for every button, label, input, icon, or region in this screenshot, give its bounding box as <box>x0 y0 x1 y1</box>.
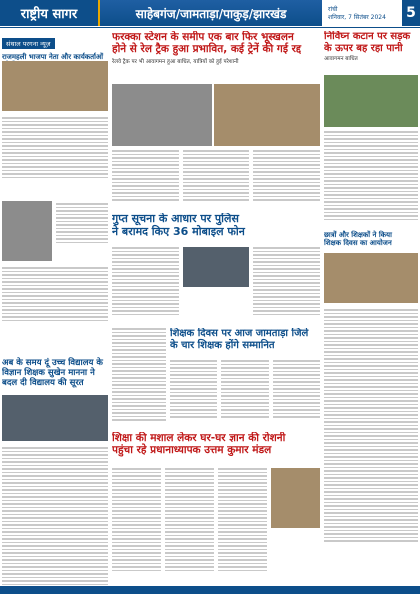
photo-left-top <box>2 61 108 111</box>
headline-line: विज्ञान शिक्षक सुखेन मानना ने <box>2 367 95 378</box>
headline-line: शिक्षक दिवस का आयोजन <box>324 239 392 248</box>
body-text <box>183 150 250 201</box>
photo-rail-track <box>112 84 212 146</box>
left-column <box>2 31 108 591</box>
body-text <box>2 267 108 321</box>
body-text <box>253 247 320 315</box>
section-label: संथाल परगना न्यूज़ <box>2 38 55 49</box>
body-text <box>112 150 179 201</box>
body-text <box>324 309 418 542</box>
photo-slot <box>271 468 320 571</box>
story-right-top-headline-2: के ऊपर बह रहा पानी <box>324 42 403 54</box>
body-text <box>324 131 418 220</box>
photo-police <box>183 247 250 287</box>
center-top-cols <box>112 150 320 201</box>
mobile-story <box>112 213 320 245</box>
story-mobile-headline: गुप्त सूचना के आधार पर पुलिस <box>112 213 239 225</box>
headline-line: छात्रों और शिक्षकों ने किया <box>324 231 392 239</box>
body-text <box>273 360 320 418</box>
page-number: 5 <box>402 0 420 26</box>
bottom-story <box>112 432 320 464</box>
photo-slot <box>183 247 250 287</box>
body-text <box>165 468 214 571</box>
city-label: रांची <box>328 6 338 13</box>
body-text <box>253 150 320 201</box>
story-mobile-headline-2: ने बरामद किए 36 मोबाइल फोन <box>112 224 245 238</box>
masthead-rule <box>0 27 420 28</box>
story-center-top-headline: फरक्का स्टेशन के समीप एक बार फिर भूस्खलन <box>112 31 294 43</box>
story-left-top-headline: राजमहली भाजपा नेता और कार्यकर्ताओं <box>2 53 104 61</box>
photo-left-small <box>2 201 52 261</box>
story-right-mid-headline <box>324 231 418 247</box>
story-teacher-headline-2: के चार शिक्षक होंगे सम्मानित <box>170 339 275 351</box>
mobile-cols <box>112 247 320 315</box>
mobile-body <box>112 247 320 325</box>
date-label: शनिवार, 7 सितंबर 2024 <box>328 14 386 21</box>
body-text <box>2 117 108 178</box>
story-right-top-headline: निर्विघ्न कटान पर सड़क <box>324 31 411 42</box>
right-column <box>324 31 418 591</box>
body-text <box>218 468 267 571</box>
edition-meta <box>322 0 402 26</box>
brand-logo: राष्ट्रीय सागर <box>0 0 100 26</box>
center-top-story <box>112 31 320 83</box>
story-bottom-headline: शिक्षा की मशाल लेकर घर-घर ज्ञान की रोशनी <box>112 432 286 444</box>
masthead <box>0 0 420 26</box>
body-text <box>112 328 166 421</box>
body-text <box>2 447 108 585</box>
story-bottom-headline-2: पहुंचा रहे प्रधानाध्यापक उत्तम कुमार मंडल <box>112 444 272 457</box>
body-text <box>56 203 108 243</box>
body-text <box>112 247 179 315</box>
bottom-cols <box>112 468 320 571</box>
footer-bar <box>0 586 420 594</box>
photo-teachers-day <box>324 253 418 303</box>
photo-rail-damage <box>214 84 320 146</box>
region-banner: साहेबगंज/जामताड़ा/पाकुड़/झारखंड <box>100 0 322 26</box>
story-right-top-sub: आवागमन बाधित <box>324 56 358 62</box>
photo-road-water <box>324 75 418 127</box>
headline-line: अब के समय दूं उच्च विद्यालय के <box>2 358 103 368</box>
teacher-day-story <box>170 328 320 358</box>
story-center-top-headline-2: होने से रेल ट्रैक हुआ प्रभावित, कई ट्रेनें की गई रद्द <box>112 43 302 56</box>
teacher-day-body <box>170 360 320 428</box>
teacher-day-side <box>112 328 166 428</box>
body-text <box>221 360 268 418</box>
story-left-mid-headline <box>2 359 108 388</box>
story-teacher-headline: शिक्षक दिवस पर आज जामताड़ा जिले <box>170 328 309 339</box>
photo-left-mid <box>2 395 108 441</box>
photo-teacher <box>271 468 320 528</box>
teacher-cols <box>170 360 320 418</box>
body-text <box>170 360 217 418</box>
story-center-top-sub: रेलवे ट्रैक पर भी आवागमन हुआ बाधित, यात्रियों को हुई परेशानी <box>112 59 239 66</box>
body-text <box>112 468 161 571</box>
headline-line: बदल दी विद्यालय की सूरत <box>2 377 84 388</box>
bottom-body <box>112 468 320 584</box>
center-top-body <box>112 150 320 210</box>
